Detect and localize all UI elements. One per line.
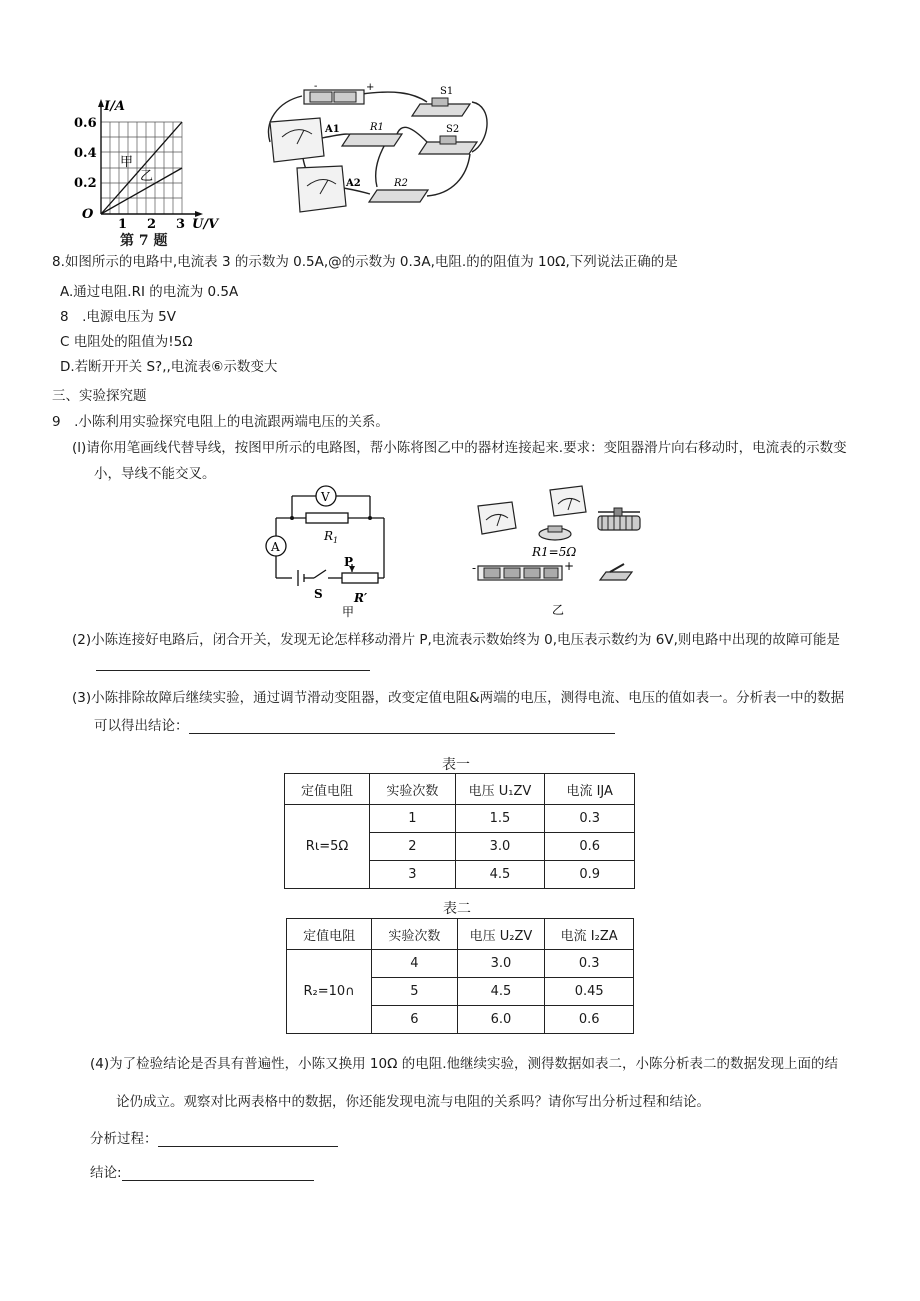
switch-label: S xyxy=(314,587,323,601)
q9-p1-line1: (l)请你用笔画线代替导线，按图甲所示的电路图，帮小陈将图乙中的器材连接起来.要求：变阻器滑片向右移动时，电流表的示数变 xyxy=(72,440,847,456)
ammeter-a2-label: A2 xyxy=(346,178,361,189)
q9-p2-answer-blank[interactable] xyxy=(96,656,370,671)
yi-switch xyxy=(600,564,632,580)
battery-minus: - xyxy=(314,82,318,92)
switch-s2-label: S2 xyxy=(446,124,460,135)
line-yi-label: 乙 xyxy=(140,169,154,184)
table2-cell: 4 xyxy=(372,950,457,978)
conclusion-label: 结论: xyxy=(90,1165,122,1181)
q9-p3-answer-blank[interactable] xyxy=(189,719,615,734)
figure-jia-circuit xyxy=(262,478,392,618)
table1-title: 表一 xyxy=(442,757,470,773)
table2-header-resistor: 定值电阻 xyxy=(287,919,372,950)
table1-resistor-cell: Rι=5Ω xyxy=(285,805,370,889)
table2-header-trial: 实验次数 xyxy=(372,919,457,950)
resistor-r1 xyxy=(342,122,402,146)
table1-header-resistor: 定值电阻 xyxy=(285,774,370,805)
table2 xyxy=(286,918,634,1034)
table2-cell: 0.45 xyxy=(545,978,634,1006)
y-tick-0-6: 0.6 xyxy=(74,116,97,131)
table1-header-trial: 实验次数 xyxy=(370,774,455,805)
x-tick-1: 1 xyxy=(118,217,128,232)
yi-resistor xyxy=(539,526,571,540)
analysis-label: 分析过程： xyxy=(90,1131,158,1147)
table2-header-voltage: 电压 U₂ZV xyxy=(457,919,545,950)
origin-label: O xyxy=(82,207,94,222)
conclusion-answer-blank[interactable] xyxy=(122,1166,314,1181)
y-tick-0-2: 0.2 xyxy=(74,176,97,191)
y-axis-label: I/A xyxy=(104,99,125,114)
q9-p4-line2: 论仍成立。观察对比两表格中的数据，你还能发现电流与电阻的关系吗？请你写出分析过程和结论。 xyxy=(116,1094,710,1110)
conclusion-row xyxy=(90,1161,314,1181)
q9-p3-line1: (3)小陈排除故障后继续实验，通过调节滑动变阻器，改变定值电阻&两端的电压，测得电流、电压的值如表一。分析表一中的数据 xyxy=(72,690,845,706)
table-row xyxy=(287,950,634,978)
yi-battery-minus: - xyxy=(472,561,477,575)
switch-s1 xyxy=(412,86,470,116)
switch-s2 xyxy=(419,124,477,154)
voltmeter-label: V xyxy=(321,490,330,504)
table2-resistor-cell: R₂=10∩ xyxy=(287,950,372,1034)
battery-box xyxy=(304,82,374,104)
table1-cell: 1.5 xyxy=(455,805,545,833)
table1-header-current: 电流 IJA xyxy=(545,774,635,805)
table1-cell: 1 xyxy=(370,805,455,833)
figure7-graph xyxy=(70,96,230,246)
yi-resistor-label: R1=5Ω xyxy=(532,545,577,559)
table1 xyxy=(284,773,635,889)
table2-cell: 5 xyxy=(372,978,457,1006)
q8-stem: 8.如图所示的电路中,电流表 3 的示数为 0.5A,@的示数为 0.3A,电阻.的的阻值为 10Ω,下列说法正确的是 xyxy=(52,254,678,270)
yi-rheostat xyxy=(598,508,640,530)
figure7-caption: 第 7 题 xyxy=(120,233,168,249)
q8-option-d: D.若断开开关 S?,,电流表⑥示数变大 xyxy=(60,359,278,375)
x-axis-label: U/V xyxy=(192,217,219,232)
x-tick-3: 3 xyxy=(176,217,186,232)
battery-plus: + xyxy=(366,82,375,93)
figure-yi-caption: 乙 xyxy=(552,603,565,617)
resistor-r2 xyxy=(369,178,428,202)
q8-option-b: 8 .电源电压为 5V xyxy=(60,309,176,325)
resistor-r1-symbol xyxy=(306,513,348,523)
q9-p1-line2: 小，导线不能交叉。 xyxy=(94,466,216,482)
analysis-answer-blank[interactable] xyxy=(158,1132,338,1147)
figure-jia-caption: 甲 xyxy=(342,605,355,618)
section-title: 三、实验探究题 xyxy=(52,388,147,404)
q9-p2: (2)小陈连接好电路后，闭合开关，发现无论怎样移动滑片 P,电流表示数始终为 0,电压表示数约为 6V,则电路中出现的故障可能是 xyxy=(72,632,840,648)
ammeter-a1 xyxy=(270,118,340,162)
ammeter-a1-label: A1 xyxy=(325,124,340,135)
table1-cell: 4.5 xyxy=(455,861,545,889)
yi-battery xyxy=(472,559,574,580)
q9-p3-line2-wrap xyxy=(94,714,615,734)
analysis-row xyxy=(90,1127,338,1147)
table2-cell: 6 xyxy=(372,1006,457,1034)
table1-cell: 2 xyxy=(370,833,455,861)
table2-cell: 4.5 xyxy=(457,978,545,1006)
resistor-r1-label: R1 xyxy=(370,122,384,133)
figure7-circuit xyxy=(262,82,494,228)
table2-cell: 0.6 xyxy=(545,1006,634,1034)
q9-stem: 9 .小陈利用实验探究电阻上的电流跟两端电压的关系。 xyxy=(52,414,389,430)
rheostat-label: R′ xyxy=(354,591,368,605)
yi-voltmeter xyxy=(550,486,586,516)
x-tick-2: 2 xyxy=(147,217,157,232)
table2-header-current: 电流 I₂ZA xyxy=(545,919,634,950)
q9-p4-line1: (4)为了检验结论是否具有普遍性，小陈又换用 10Ω 的电阻.他继续实验，测得数据如表二，小陈分析表二的数据发现上面的结 xyxy=(90,1056,838,1072)
table1-header-voltage: 电压 U₁ZV xyxy=(455,774,545,805)
table1-cell: 0.6 xyxy=(545,833,635,861)
table2-cell: 3.0 xyxy=(457,950,545,978)
table2-cell: 0.3 xyxy=(545,950,634,978)
slider-label: P xyxy=(344,555,354,569)
figure-yi-components xyxy=(470,482,650,618)
y-tick-0-4: 0.4 xyxy=(74,146,97,161)
yi-battery-plus: + xyxy=(564,559,575,573)
q8-option-c: C 电阻处的阻值为!5Ω xyxy=(60,334,193,350)
line-jia-label: 甲 xyxy=(120,155,134,170)
table1-cell: 3 xyxy=(370,861,455,889)
table-row xyxy=(285,805,635,833)
ammeter-label: A xyxy=(271,540,280,554)
switch-s1-label: S1 xyxy=(440,86,454,97)
table2-title: 表二 xyxy=(443,901,471,917)
table1-cell: 0.9 xyxy=(545,861,635,889)
q8-option-a: A.通过电阻.RI 的电流为 0.5A xyxy=(60,284,239,300)
yi-ammeter xyxy=(478,502,516,534)
table1-cell: 0.3 xyxy=(545,805,635,833)
resistor-r2-label: R2 xyxy=(394,178,408,189)
q9-p3-line2: 可以得出结论： xyxy=(94,718,189,734)
table2-cell: 6.0 xyxy=(457,1006,545,1034)
resistor-r1-label: $R_1$ xyxy=(324,529,339,545)
table1-cell: 3.0 xyxy=(455,833,545,861)
